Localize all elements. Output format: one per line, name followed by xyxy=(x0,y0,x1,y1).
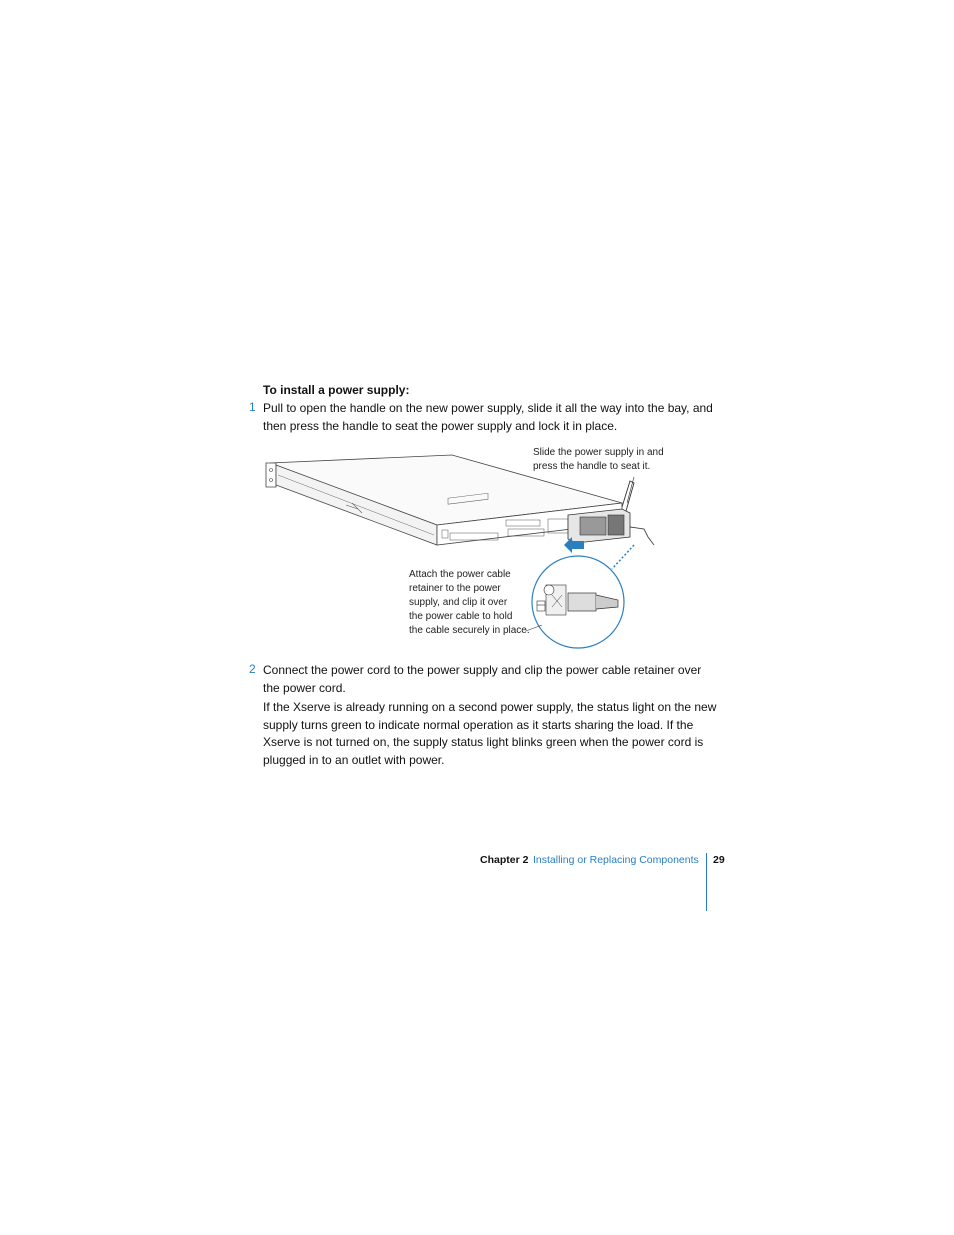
section-heading: To install a power supply: xyxy=(263,383,410,397)
step-2-line: Connect the power cord to the power supply and clip the power cable retainer over xyxy=(263,663,702,677)
callout-line: Attach the power cable xyxy=(409,569,511,580)
callout-line: the power cable to hold xyxy=(409,611,513,622)
step-1-number: 1 xyxy=(249,400,256,414)
note-line: If the Xserve is already running on a second power supply, the status light on the new xyxy=(263,700,717,714)
footer-chapter: Chapter 2 xyxy=(480,854,529,866)
callout-line: the cable securely in place. xyxy=(409,625,530,636)
callout-line: supply, and clip it over xyxy=(409,597,508,608)
footer-divider xyxy=(706,853,707,911)
note-line: supply turns green to indicate normal operation as it starts sharing the load. If the xyxy=(263,717,694,732)
callout-cable-retainer xyxy=(409,568,530,638)
callout-line: press the handle to seat it. xyxy=(533,461,651,472)
callout-line: Slide the power supply in and xyxy=(533,447,664,458)
step-2-line: the power cord. xyxy=(263,680,346,695)
step-1-line: Pull to open the handle on the new power supply, slide it all the way into the bay, and xyxy=(263,401,713,415)
callout-slide-in xyxy=(533,446,664,474)
footer-chapter-title: Installing or Replacing Components xyxy=(533,854,699,866)
note-line: Xserve is not turned on, the supply status light blinks green when the power cord is xyxy=(263,735,704,749)
step-1-line: then press the handle to seat the power supply and lock it in place. xyxy=(263,418,618,433)
page-number: 29 xyxy=(713,854,725,866)
front-ear xyxy=(266,463,276,487)
callout-line: retainer to the power xyxy=(409,583,501,594)
power-cord xyxy=(630,527,654,545)
power-supply-handle xyxy=(622,481,634,511)
step-2-number: 2 xyxy=(249,662,256,676)
status-light-note xyxy=(263,699,716,769)
step-1-text xyxy=(263,400,713,435)
note-line: plugged in to an outlet with power. xyxy=(263,752,445,767)
detail-connector xyxy=(612,545,634,569)
step-2-text xyxy=(263,662,701,697)
